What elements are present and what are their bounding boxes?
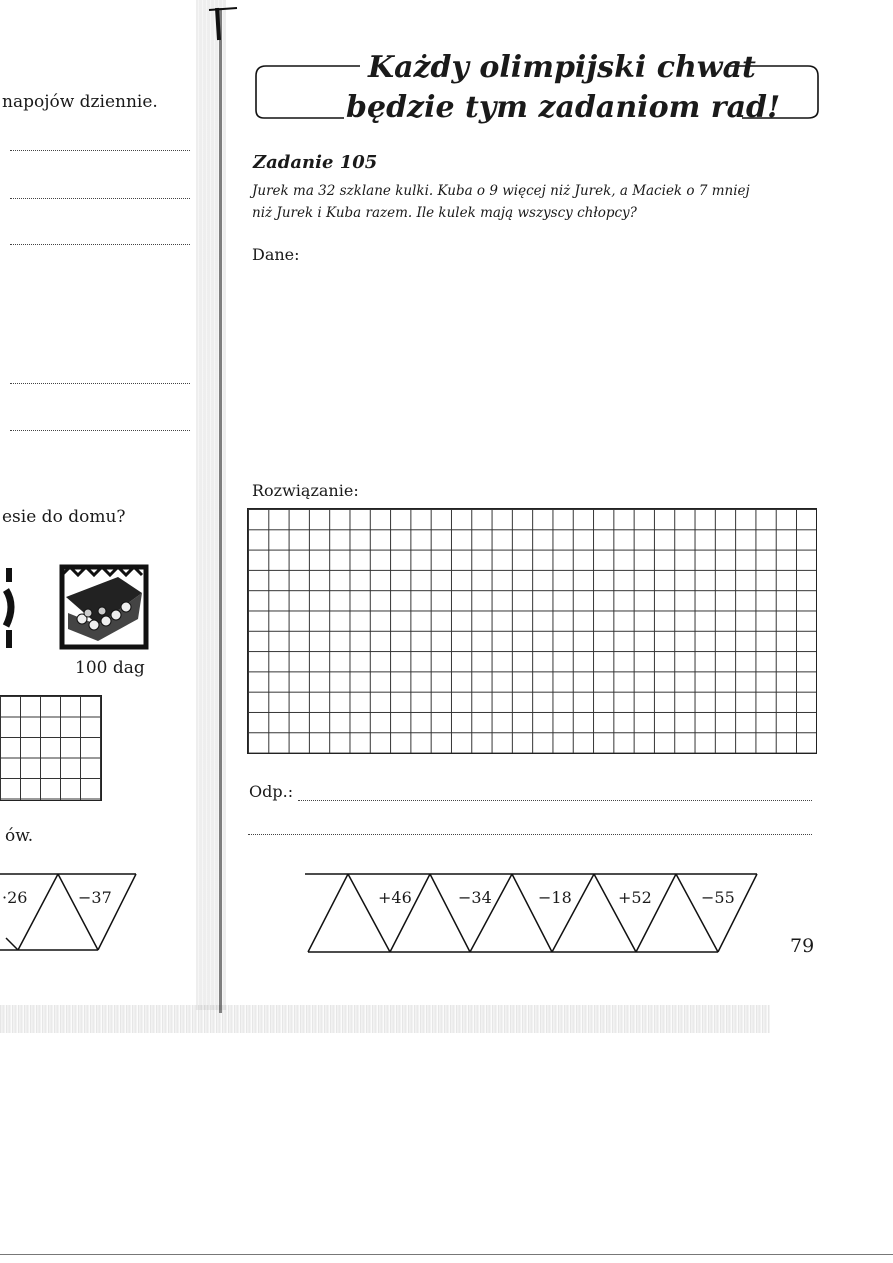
answer-dotline [10, 383, 190, 384]
answer-dotline [10, 198, 190, 199]
chain-op-label: +52 [618, 888, 652, 907]
weight-label: 100 dag [75, 658, 145, 678]
chain-op-label: −18 [538, 888, 572, 907]
header-line-2: będzie tym zadaniom rad! [346, 90, 781, 125]
task-title: Zadanie 105 [253, 152, 378, 173]
given-label: Dane: [252, 245, 300, 264]
header-line-1: Każdy olimpijski chwat [368, 50, 756, 85]
left-text-line: napojów dziennie. [2, 92, 158, 112]
answer-line[interactable] [248, 834, 812, 835]
left-question: esie do domu? [2, 507, 126, 527]
task-text-line-2: niż Jurek i Kuba razem. Ile kulek mają wszyscy chłopcy? [252, 205, 637, 221]
left-triangle-chain [0, 868, 140, 958]
scan-edge-shadow [0, 1005, 770, 1033]
left-op-label: −37 [78, 888, 112, 907]
chain-op-label: −55 [701, 888, 735, 907]
product-fragment-icon [0, 568, 20, 652]
book-spine-edge [219, 8, 222, 1013]
left-text-end: ów. [5, 826, 34, 846]
answer-line[interactable] [298, 800, 812, 801]
answer-dotline [10, 150, 190, 151]
answer-dotline [10, 244, 190, 245]
answer-label: Odp.: [249, 782, 294, 801]
chain-op-label: +46 [378, 888, 412, 907]
spine-top-mark [205, 4, 239, 44]
solution-label: Rozwiązanie: [252, 481, 359, 500]
left-op-label: ·26 [2, 888, 28, 907]
solution-grid[interactable] [247, 508, 817, 754]
egg-carton-icon [58, 563, 150, 651]
triangle-chain [300, 868, 765, 958]
chain-op-label: −34 [458, 888, 492, 907]
answer-dotline [10, 430, 190, 431]
mini-grid-fragment [0, 695, 102, 801]
page-number: 79 [790, 935, 815, 957]
scan-bottom-edge [0, 1254, 893, 1255]
task-text-line-1: Jurek ma 32 szklane kulki. Kuba o 9 więcej niż Jurek, a Maciek o 7 mniej [252, 183, 750, 199]
